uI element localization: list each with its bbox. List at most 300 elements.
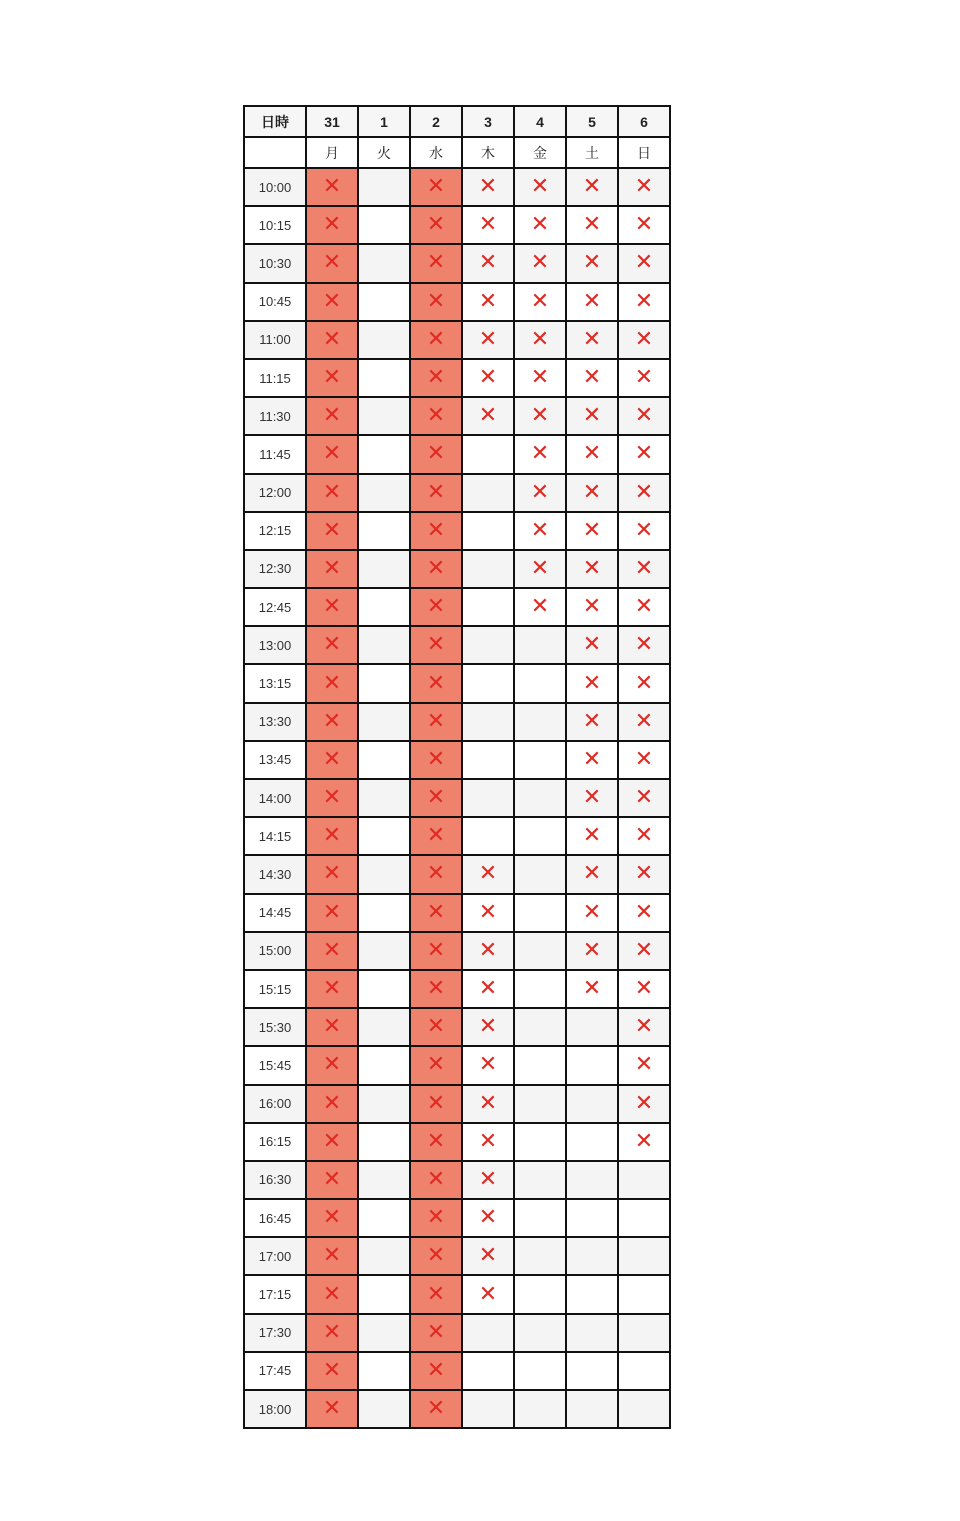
- unavailable-mark-icon: ✕: [426, 441, 446, 467]
- slot-cell-unavailable: [462, 206, 514, 244]
- time-label: 11:30: [244, 397, 306, 435]
- slot-cell-unavailable: [618, 1046, 670, 1084]
- slot-cell-unavailable: [618, 664, 670, 702]
- slot-cell-available[interactable]: [514, 626, 566, 664]
- slot-cell-available[interactable]: [514, 1314, 566, 1352]
- unavailable-mark-icon: ✕: [634, 937, 654, 963]
- slot-cell-available[interactable]: [358, 1199, 410, 1237]
- unavailable-mark-icon: ✕: [634, 746, 654, 772]
- unavailable-mark-icon: ✕: [322, 746, 342, 772]
- slot-cell-available[interactable]: [358, 1314, 410, 1352]
- slot-cell-unavailable: [514, 550, 566, 588]
- slot-cell-available[interactable]: [514, 1199, 566, 1237]
- slot-cell-available[interactable]: [358, 1046, 410, 1084]
- slot-cell-available[interactable]: [358, 244, 410, 282]
- slot-cell-available[interactable]: [358, 779, 410, 817]
- slot-cell-available[interactable]: [462, 512, 514, 550]
- slot-cell-closed-day: [306, 1008, 358, 1046]
- unavailable-mark-icon: ✕: [426, 517, 446, 543]
- slot-cell-unavailable: [618, 512, 670, 550]
- unavailable-mark-icon: ✕: [582, 365, 602, 391]
- unavailable-mark-icon: ✕: [322, 861, 342, 887]
- time-slot-row: [244, 703, 670, 741]
- slot-cell-available[interactable]: [462, 474, 514, 512]
- slot-cell-unavailable: [462, 894, 514, 932]
- slot-cell-unavailable: [618, 168, 670, 206]
- unavailable-mark-icon: ✕: [634, 174, 654, 200]
- slot-cell-unavailable: [618, 550, 670, 588]
- slot-cell-unavailable: [618, 894, 670, 932]
- unavailable-mark-icon: ✕: [426, 937, 446, 963]
- unavailable-mark-icon: ✕: [426, 1090, 446, 1116]
- time-slot-row: [244, 970, 670, 1008]
- slot-cell-unavailable: [462, 1123, 514, 1161]
- time-slot-row: [244, 588, 670, 626]
- slot-cell-available[interactable]: [514, 1352, 566, 1390]
- slot-cell-unavailable: [462, 244, 514, 282]
- unavailable-mark-icon: ✕: [634, 441, 654, 467]
- slot-cell-unavailable: [618, 932, 670, 970]
- slot-cell-closed-day: [306, 1123, 358, 1161]
- slot-cell-closed-day: [306, 1237, 358, 1275]
- slot-cell-available[interactable]: [462, 664, 514, 702]
- unavailable-mark-icon: ✕: [322, 1357, 342, 1383]
- slot-cell-available[interactable]: [358, 894, 410, 932]
- slot-cell-unavailable: [462, 321, 514, 359]
- slot-cell-unavailable: [618, 1008, 670, 1046]
- unavailable-mark-icon: ✕: [478, 899, 498, 925]
- slot-cell-closed-day: [306, 474, 358, 512]
- time-label: 15:30: [244, 1008, 306, 1046]
- slot-cell-available[interactable]: [358, 588, 410, 626]
- slot-cell-available[interactable]: [358, 321, 410, 359]
- slot-cell-closed-day: [306, 932, 358, 970]
- slot-cell-available[interactable]: [618, 1275, 670, 1313]
- slot-cell-available[interactable]: [358, 168, 410, 206]
- slot-cell-unavailable: [618, 817, 670, 855]
- time-label: 16:30: [244, 1161, 306, 1199]
- unavailable-mark-icon: ✕: [322, 1090, 342, 1116]
- slot-cell-closed-day: [306, 664, 358, 702]
- slot-cell-unavailable: [462, 855, 514, 893]
- slot-cell-available[interactable]: [566, 1161, 618, 1199]
- slot-cell-available[interactable]: [566, 1275, 618, 1313]
- date-header: 1: [358, 106, 410, 137]
- slot-cell-closed-day: [306, 283, 358, 321]
- time-slot-row: [244, 741, 670, 779]
- slot-cell-available[interactable]: [618, 1199, 670, 1237]
- slot-cell-available[interactable]: [618, 1237, 670, 1275]
- time-label: 14:15: [244, 817, 306, 855]
- time-slot-row: [244, 550, 670, 588]
- unavailable-mark-icon: ✕: [322, 1052, 342, 1078]
- weekday-header: 木: [462, 137, 514, 168]
- slot-cell-closed-day: [306, 970, 358, 1008]
- unavailable-mark-icon: ✕: [426, 212, 446, 238]
- unavailable-mark-icon: ✕: [478, 1052, 498, 1078]
- slot-cell-unavailable: [566, 894, 618, 932]
- slot-cell-unavailable: [618, 1085, 670, 1123]
- unavailable-mark-icon: ✕: [582, 517, 602, 543]
- slot-cell-available[interactable]: [514, 664, 566, 702]
- unavailable-mark-icon: ✕: [478, 1014, 498, 1040]
- time-label: 18:00: [244, 1390, 306, 1428]
- unavailable-mark-icon: ✕: [426, 594, 446, 620]
- slot-cell-available[interactable]: [462, 588, 514, 626]
- unavailable-mark-icon: ✕: [322, 1243, 342, 1269]
- slot-cell-closed-day: [410, 359, 462, 397]
- slot-cell-closed-day: [306, 1161, 358, 1199]
- unavailable-mark-icon: ✕: [426, 1243, 446, 1269]
- unavailable-mark-icon: ✕: [582, 326, 602, 352]
- slot-cell-closed-day: [410, 588, 462, 626]
- unavailable-mark-icon: ✕: [426, 479, 446, 505]
- slot-cell-available[interactable]: [514, 932, 566, 970]
- time-slot-row: [244, 435, 670, 473]
- slot-cell-available[interactable]: [462, 1390, 514, 1428]
- unavailable-mark-icon: ✕: [530, 326, 550, 352]
- unavailable-mark-icon: ✕: [634, 632, 654, 658]
- time-slot-row: [244, 626, 670, 664]
- unavailable-mark-icon: ✕: [426, 288, 446, 314]
- unavailable-mark-icon: ✕: [582, 250, 602, 276]
- slot-cell-available[interactable]: [358, 550, 410, 588]
- time-slot-row: [244, 1314, 670, 1352]
- unavailable-mark-icon: ✕: [634, 1090, 654, 1116]
- slot-cell-available[interactable]: [358, 626, 410, 664]
- time-label: 14:45: [244, 894, 306, 932]
- slot-cell-closed-day: [306, 588, 358, 626]
- time-label: 13:00: [244, 626, 306, 664]
- unavailable-mark-icon: ✕: [530, 555, 550, 581]
- slot-cell-available[interactable]: [358, 359, 410, 397]
- unavailable-mark-icon: ✕: [582, 861, 602, 887]
- unavailable-mark-icon: ✕: [426, 1396, 446, 1422]
- unavailable-mark-icon: ✕: [426, 555, 446, 581]
- slot-cell-closed-day: [410, 474, 462, 512]
- slot-cell-available[interactable]: [462, 779, 514, 817]
- unavailable-mark-icon: ✕: [478, 861, 498, 887]
- time-slot-row: [244, 474, 670, 512]
- unavailable-mark-icon: ✕: [426, 823, 446, 849]
- unavailable-mark-icon: ✕: [634, 479, 654, 505]
- slot-cell-closed-day: [410, 894, 462, 932]
- unavailable-mark-icon: ✕: [634, 1014, 654, 1040]
- slot-cell-unavailable: [462, 1237, 514, 1275]
- unavailable-mark-icon: ✕: [634, 288, 654, 314]
- slot-cell-available[interactable]: [514, 1275, 566, 1313]
- unavailable-mark-icon: ✕: [582, 403, 602, 429]
- unavailable-mark-icon: ✕: [582, 937, 602, 963]
- unavailable-mark-icon: ✕: [634, 823, 654, 849]
- slot-cell-available[interactable]: [566, 1199, 618, 1237]
- slot-cell-available[interactable]: [462, 817, 514, 855]
- time-slot-row: [244, 1352, 670, 1390]
- slot-cell-closed-day: [306, 435, 358, 473]
- unavailable-mark-icon: ✕: [634, 326, 654, 352]
- slot-cell-available[interactable]: [514, 970, 566, 1008]
- slot-cell-closed-day: [306, 626, 358, 664]
- slot-cell-available[interactable]: [358, 1123, 410, 1161]
- slot-cell-available[interactable]: [566, 1046, 618, 1084]
- slot-cell-closed-day: [410, 1008, 462, 1046]
- slot-cell-available[interactable]: [566, 1390, 618, 1428]
- slot-cell-closed-day: [306, 779, 358, 817]
- slot-cell-available[interactable]: [358, 664, 410, 702]
- unavailable-mark-icon: ✕: [322, 365, 342, 391]
- time-label: 12:00: [244, 474, 306, 512]
- slot-cell-closed-day: [306, 1352, 358, 1390]
- unavailable-mark-icon: ✕: [426, 1281, 446, 1307]
- slot-cell-available[interactable]: [358, 855, 410, 893]
- slot-cell-available[interactable]: [566, 1352, 618, 1390]
- slot-cell-available[interactable]: [358, 817, 410, 855]
- unavailable-mark-icon: ✕: [582, 288, 602, 314]
- unavailable-mark-icon: ✕: [478, 174, 498, 200]
- slot-cell-unavailable: [618, 970, 670, 1008]
- weekday-header: 水: [410, 137, 462, 168]
- unavailable-mark-icon: ✕: [322, 288, 342, 314]
- slot-cell-unavailable: [566, 435, 618, 473]
- unavailable-mark-icon: ✕: [322, 632, 342, 658]
- slot-cell-unavailable: [618, 321, 670, 359]
- slot-cell-closed-day: [410, 244, 462, 282]
- unavailable-mark-icon: ✕: [426, 976, 446, 1002]
- unavailable-mark-icon: ✕: [634, 708, 654, 734]
- slot-cell-unavailable: [462, 168, 514, 206]
- slot-cell-available[interactable]: [566, 1123, 618, 1161]
- slot-cell-available[interactable]: [514, 1085, 566, 1123]
- slot-cell-available[interactable]: [462, 1314, 514, 1352]
- unavailable-mark-icon: ✕: [634, 899, 654, 925]
- slot-cell-available[interactable]: [462, 626, 514, 664]
- slot-cell-available[interactable]: [514, 779, 566, 817]
- unavailable-mark-icon: ✕: [426, 1052, 446, 1078]
- slot-cell-unavailable: [566, 359, 618, 397]
- slot-cell-available[interactable]: [462, 703, 514, 741]
- slot-cell-closed-day: [306, 1314, 358, 1352]
- unavailable-mark-icon: ✕: [582, 632, 602, 658]
- time-slot-row: [244, 855, 670, 893]
- availability-table: [243, 105, 671, 1429]
- unavailable-mark-icon: ✕: [322, 441, 342, 467]
- slot-cell-unavailable: [462, 932, 514, 970]
- date-header: 6: [618, 106, 670, 137]
- time-slot-row: [244, 1390, 670, 1428]
- weekday-header: 月: [306, 137, 358, 168]
- time-slot-row: [244, 894, 670, 932]
- weekday-header: 日: [618, 137, 670, 168]
- slot-cell-available[interactable]: [618, 1314, 670, 1352]
- slot-cell-available[interactable]: [358, 435, 410, 473]
- slot-cell-available[interactable]: [358, 1161, 410, 1199]
- slot-cell-closed-day: [410, 435, 462, 473]
- slot-cell-available[interactable]: [618, 1161, 670, 1199]
- slot-cell-available[interactable]: [358, 703, 410, 741]
- unavailable-mark-icon: ✕: [530, 174, 550, 200]
- slot-cell-unavailable: [462, 283, 514, 321]
- slot-cell-unavailable: [566, 168, 618, 206]
- slot-cell-closed-day: [410, 1390, 462, 1428]
- unavailable-mark-icon: ✕: [582, 823, 602, 849]
- slot-cell-available[interactable]: [514, 1008, 566, 1046]
- slot-cell-available[interactable]: [566, 1008, 618, 1046]
- time-slot-row: [244, 1123, 670, 1161]
- slot-cell-available[interactable]: [462, 550, 514, 588]
- unavailable-mark-icon: ✕: [426, 1014, 446, 1040]
- unavailable-mark-icon: ✕: [530, 517, 550, 543]
- slot-cell-unavailable: [618, 244, 670, 282]
- slot-cell-closed-day: [306, 741, 358, 779]
- slot-cell-available[interactable]: [358, 741, 410, 779]
- time-slot-row: [244, 321, 670, 359]
- time-slot-row: [244, 1237, 670, 1275]
- slot-cell-unavailable: [618, 283, 670, 321]
- slot-cell-unavailable: [462, 1275, 514, 1313]
- unavailable-mark-icon: ✕: [582, 479, 602, 505]
- unavailable-mark-icon: ✕: [478, 1281, 498, 1307]
- unavailable-mark-icon: ✕: [322, 174, 342, 200]
- unavailable-mark-icon: ✕: [478, 937, 498, 963]
- slot-cell-available[interactable]: [514, 894, 566, 932]
- slot-cell-closed-day: [410, 741, 462, 779]
- time-slot-row: [244, 1008, 670, 1046]
- time-label: 11:00: [244, 321, 306, 359]
- slot-cell-available[interactable]: [566, 1314, 618, 1352]
- slot-cell-available[interactable]: [514, 703, 566, 741]
- weekday-header: 土: [566, 137, 618, 168]
- slot-cell-available[interactable]: [514, 1161, 566, 1199]
- slot-cell-unavailable: [566, 741, 618, 779]
- unavailable-mark-icon: ✕: [426, 861, 446, 887]
- slot-cell-available[interactable]: [514, 741, 566, 779]
- slot-cell-available[interactable]: [462, 435, 514, 473]
- time-label: 10:00: [244, 168, 306, 206]
- unavailable-mark-icon: ✕: [426, 708, 446, 734]
- slot-cell-available[interactable]: [514, 817, 566, 855]
- time-label: 15:00: [244, 932, 306, 970]
- slot-cell-closed-day: [306, 1275, 358, 1313]
- slot-cell-available[interactable]: [358, 1237, 410, 1275]
- unavailable-mark-icon: ✕: [582, 441, 602, 467]
- slot-cell-available[interactable]: [358, 474, 410, 512]
- slot-cell-closed-day: [410, 817, 462, 855]
- unavailable-mark-icon: ✕: [426, 1166, 446, 1192]
- time-slot-row: [244, 244, 670, 282]
- time-label: 12:45: [244, 588, 306, 626]
- slot-cell-available[interactable]: [358, 283, 410, 321]
- slot-cell-available[interactable]: [618, 1390, 670, 1428]
- slot-cell-closed-day: [410, 168, 462, 206]
- slot-cell-closed-day: [410, 1314, 462, 1352]
- unavailable-mark-icon: ✕: [478, 1090, 498, 1116]
- unavailable-mark-icon: ✕: [322, 479, 342, 505]
- unavailable-mark-icon: ✕: [582, 174, 602, 200]
- slot-cell-available[interactable]: [358, 1390, 410, 1428]
- unavailable-mark-icon: ✕: [322, 517, 342, 543]
- slot-cell-closed-day: [410, 206, 462, 244]
- slot-cell-closed-day: [306, 703, 358, 741]
- slot-cell-available[interactable]: [566, 1085, 618, 1123]
- slot-cell-available[interactable]: [358, 1275, 410, 1313]
- slot-cell-unavailable: [514, 474, 566, 512]
- slot-cell-available[interactable]: [462, 1352, 514, 1390]
- slot-cell-closed-day: [410, 1237, 462, 1275]
- slot-cell-unavailable: [566, 397, 618, 435]
- slot-cell-available[interactable]: [358, 397, 410, 435]
- slot-cell-closed-day: [306, 244, 358, 282]
- unavailable-mark-icon: ✕: [530, 288, 550, 314]
- time-slot-row: [244, 1046, 670, 1084]
- time-slot-row: [244, 664, 670, 702]
- slot-cell-available[interactable]: [514, 1237, 566, 1275]
- unavailable-mark-icon: ✕: [426, 1357, 446, 1383]
- unavailable-mark-icon: ✕: [478, 250, 498, 276]
- unavailable-mark-icon: ✕: [582, 976, 602, 1002]
- unavailable-mark-icon: ✕: [478, 288, 498, 314]
- unavailable-mark-icon: ✕: [322, 1319, 342, 1345]
- unavailable-mark-icon: ✕: [322, 403, 342, 429]
- slot-cell-available[interactable]: [358, 1085, 410, 1123]
- slot-cell-unavailable: [514, 206, 566, 244]
- slot-cell-available[interactable]: [618, 1352, 670, 1390]
- slot-cell-closed-day: [410, 1085, 462, 1123]
- slot-cell-closed-day: [410, 1199, 462, 1237]
- slot-cell-available[interactable]: [514, 1123, 566, 1161]
- slot-cell-available[interactable]: [358, 206, 410, 244]
- slot-cell-unavailable: [462, 397, 514, 435]
- slot-cell-closed-day: [410, 855, 462, 893]
- slot-cell-unavailable: [566, 512, 618, 550]
- time-slot-row: [244, 1085, 670, 1123]
- slot-cell-available[interactable]: [358, 932, 410, 970]
- slot-cell-available[interactable]: [514, 1046, 566, 1084]
- slot-cell-unavailable: [514, 397, 566, 435]
- slot-cell-closed-day: [306, 817, 358, 855]
- unavailable-mark-icon: ✕: [634, 212, 654, 238]
- time-label: 12:30: [244, 550, 306, 588]
- unavailable-mark-icon: ✕: [582, 594, 602, 620]
- slot-cell-closed-day: [410, 970, 462, 1008]
- slot-cell-available[interactable]: [514, 855, 566, 893]
- slot-cell-available[interactable]: [566, 1237, 618, 1275]
- time-label: 11:15: [244, 359, 306, 397]
- time-slot-row: [244, 512, 670, 550]
- slot-cell-available[interactable]: [358, 1352, 410, 1390]
- unavailable-mark-icon: ✕: [426, 785, 446, 811]
- slot-cell-closed-day: [410, 1161, 462, 1199]
- time-label: 17:00: [244, 1237, 306, 1275]
- time-label: 17:30: [244, 1314, 306, 1352]
- slot-cell-unavailable: [618, 779, 670, 817]
- slot-cell-unavailable: [566, 626, 618, 664]
- slot-cell-unavailable: [618, 588, 670, 626]
- slot-cell-unavailable: [566, 588, 618, 626]
- slot-cell-available[interactable]: [358, 512, 410, 550]
- slot-cell-unavailable: [618, 474, 670, 512]
- slot-cell-available[interactable]: [514, 1390, 566, 1428]
- slot-cell-unavailable: [514, 359, 566, 397]
- slot-cell-unavailable: [618, 703, 670, 741]
- slot-cell-unavailable: [618, 626, 670, 664]
- slot-cell-closed-day: [410, 321, 462, 359]
- unavailable-mark-icon: ✕: [582, 785, 602, 811]
- slot-cell-available[interactable]: [358, 970, 410, 1008]
- slot-cell-available[interactable]: [462, 741, 514, 779]
- unavailable-mark-icon: ✕: [322, 976, 342, 1002]
- slot-cell-available[interactable]: [358, 1008, 410, 1046]
- slot-cell-unavailable: [514, 512, 566, 550]
